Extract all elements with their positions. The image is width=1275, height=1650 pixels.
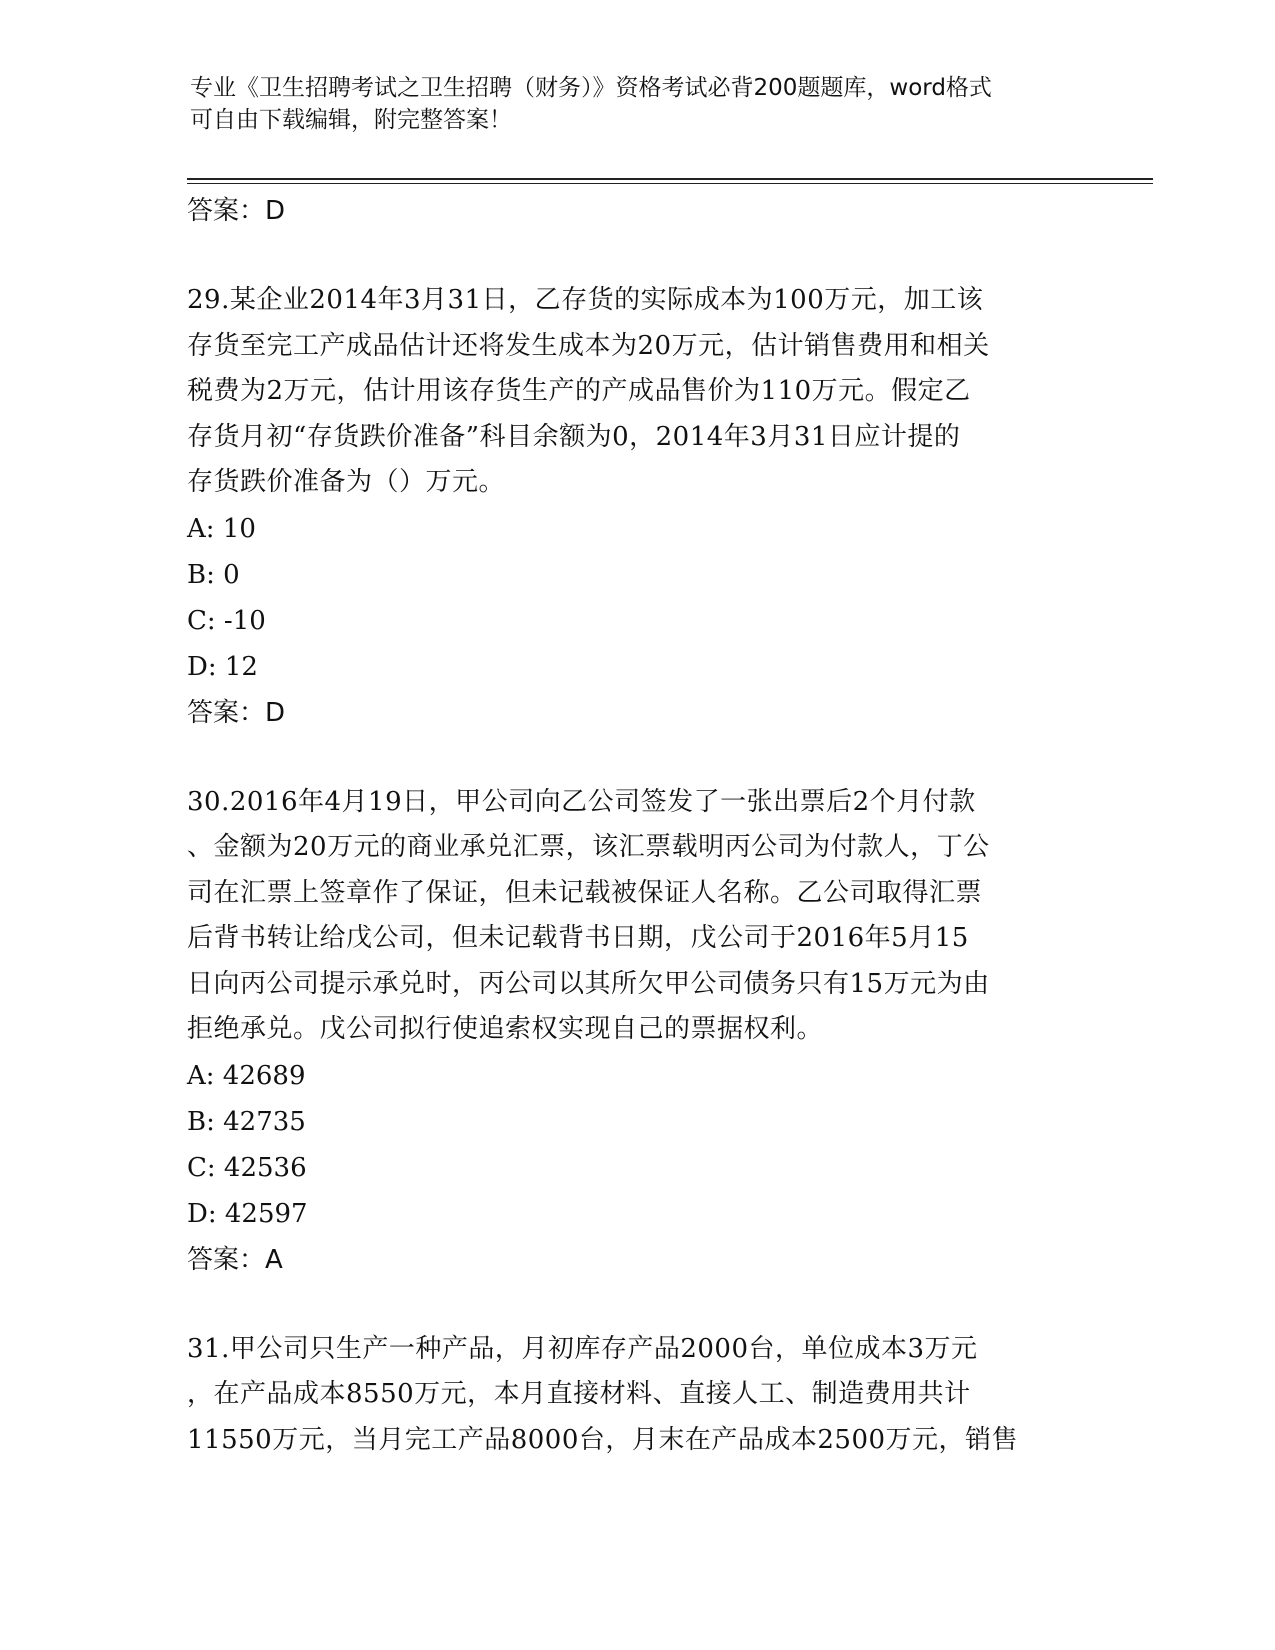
header-divider-thin bbox=[187, 183, 1153, 184]
page-content bbox=[187, 188, 1087, 1463]
spacer bbox=[187, 736, 1087, 780]
question-text: 31.甲公司只生产一种产品，月初库存产品2000台，单位成本3万元 ，在产品成本8550万元，本月直接材料、直接人工、制造费用共计 11550万元，当月完工产品8000台，月末在产品成本2500万元，销售 bbox=[187, 1333, 1019, 1455]
previous-answer: 答案：D bbox=[187, 196, 286, 226]
spacer bbox=[187, 234, 1087, 278]
question-31 bbox=[187, 1327, 1087, 1464]
option-a: A: 10 bbox=[187, 513, 256, 544]
document-header bbox=[190, 72, 1090, 136]
header-divider-thick bbox=[187, 178, 1153, 180]
question-text: 30.2016年4月19日，甲公司向乙公司签发了一张出票后2个月付款 、金额为20万元的商业承兑汇票，该汇票载明丙公司为付款人，丁公 司在汇票上签章作了保证，但未记载被保证人名称。乙公司取得汇票 后背书转让给戊公司，但未记载背书日期，戊公司于2016年5月15 日向丙公司提示承兑时，丙公司以其所欠甲公司债务只有15万元为由 拒绝承兑。戊公司拟行使追索权实现自己的票据权利。 bbox=[187, 786, 990, 1044]
option-c: C: 42536 bbox=[187, 1152, 307, 1183]
option-d: D: 12 bbox=[187, 651, 258, 682]
option-b: B: 42735 bbox=[187, 1106, 306, 1137]
header-line-2: 可自由下载编辑，附完整答案！ bbox=[190, 107, 512, 133]
question-text: 29.某企业2014年3月31日，乙存货的实际成本为100万元，加工该 存货至完工产成品估计还将发生成本为20万元，估计销售费用和相关 税费为2万元，估计用该存货生产的产成品售价为110万元。假定乙 存货月初“存货跌价准备”科目余额为0，2014年3月31日应计提的 存货跌价准备为（）万元。 bbox=[187, 285, 990, 497]
spacer bbox=[187, 1283, 1087, 1327]
option-a: A: 42689 bbox=[187, 1060, 306, 1091]
question-29 bbox=[187, 278, 1087, 736]
option-d: D: 42597 bbox=[187, 1198, 308, 1229]
option-b: B: 0 bbox=[187, 559, 240, 590]
option-c: C: -10 bbox=[187, 605, 266, 636]
question-30 bbox=[187, 780, 1087, 1283]
question-answer: 答案：D bbox=[187, 697, 286, 728]
question-answer: 答案：A bbox=[187, 1244, 283, 1275]
header-line-1: 专业《卫生招聘考试之卫生招聘（财务）》资格考试必背200题题库，word格式 bbox=[190, 75, 992, 101]
